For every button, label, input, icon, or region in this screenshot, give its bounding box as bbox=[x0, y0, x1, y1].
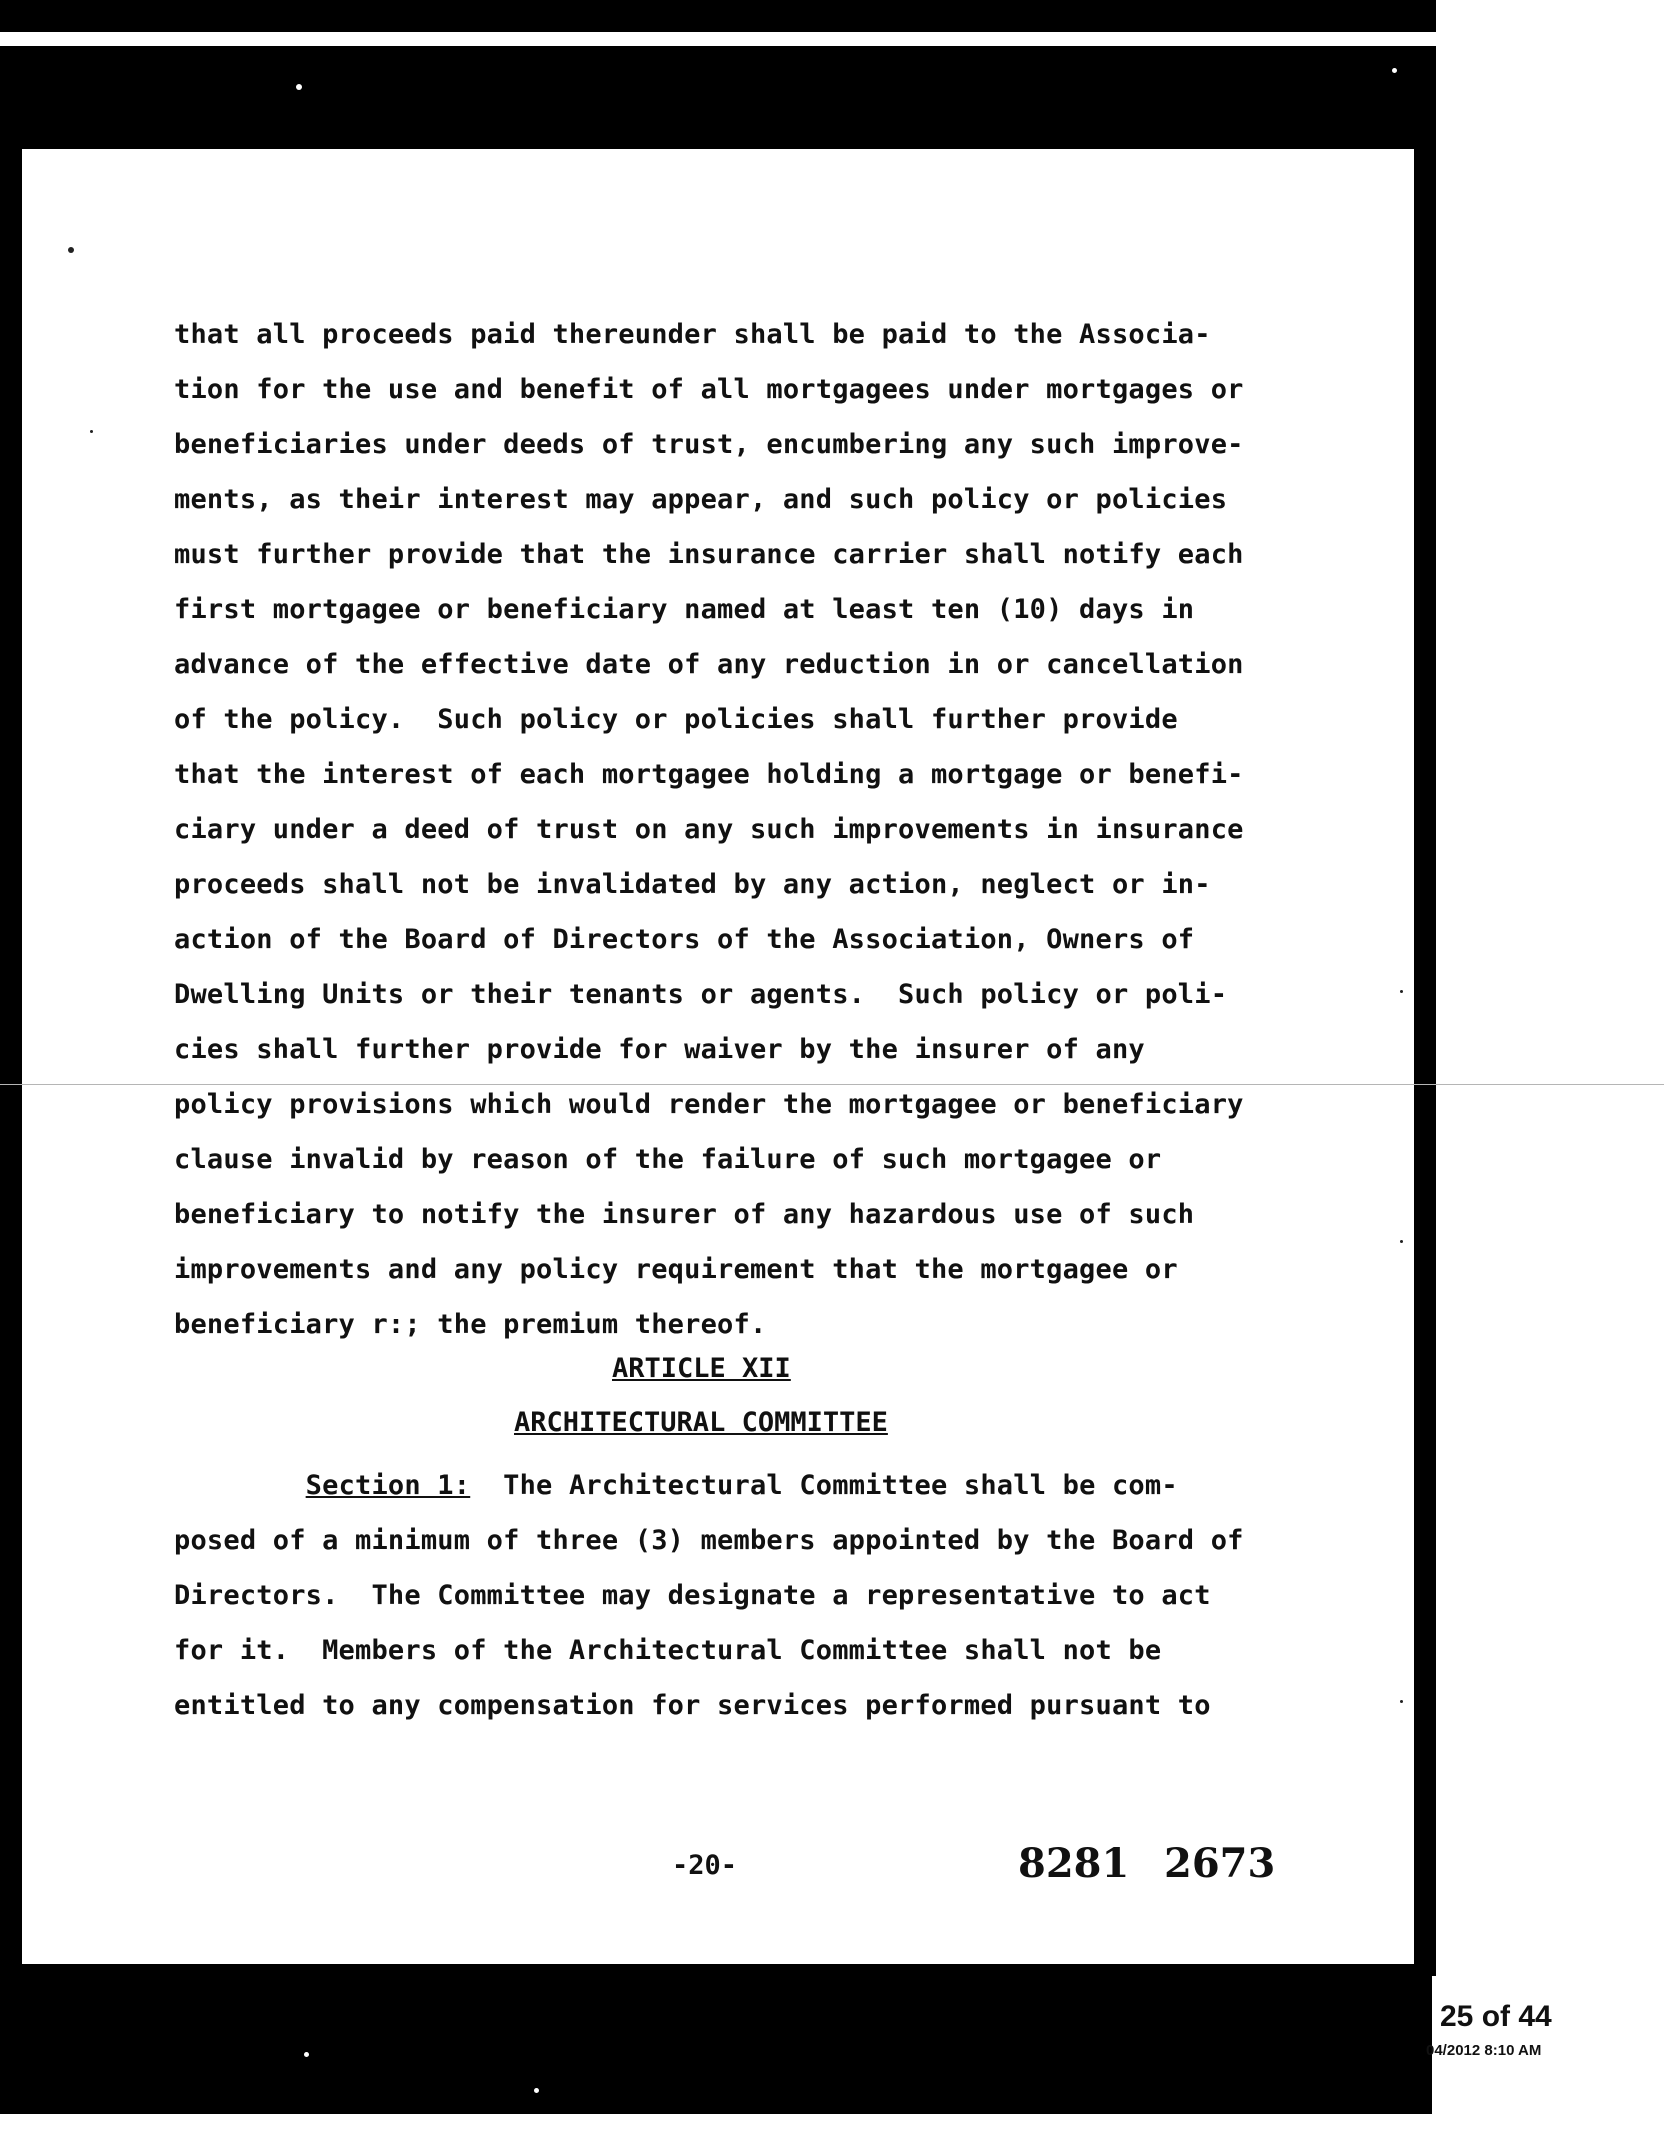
scan-border-bottom bbox=[0, 1964, 1432, 2114]
section-first-line-text: The Architectural Committee shall be com- bbox=[470, 1470, 1178, 1501]
body-line: tion for the use and benefit of all mortgagees under mortgages or bbox=[174, 374, 1244, 405]
article-title: ARTICLE XII bbox=[612, 1353, 791, 1384]
scan-speck bbox=[1400, 1700, 1403, 1703]
body-line: that all proceeds paid thereunder shall be paid to the Associa- bbox=[174, 319, 1211, 350]
scan-speck bbox=[304, 2052, 309, 2057]
body-line: ciary under a deed of trust on any such improvements in insurance bbox=[174, 814, 1244, 845]
section-line: posed of a minimum of three (3) members appointed by the Board of bbox=[174, 1525, 1244, 1556]
scan-speck bbox=[296, 84, 302, 90]
body-line: first mortgagee or beneficiary named at least ten (10) days in bbox=[174, 594, 1195, 625]
scan-border-right bbox=[1414, 46, 1436, 1976]
body-line: clause invalid by reason of the failure of such mortgagee or bbox=[174, 1144, 1162, 1175]
section-label: Section 1: bbox=[305, 1470, 471, 1501]
scan-speck bbox=[534, 2088, 539, 2093]
scan-speck bbox=[90, 430, 93, 433]
section-text bbox=[174, 1458, 1264, 1733]
body-line: proceeds shall not be invalidated by any action, neglect or in- bbox=[174, 869, 1211, 900]
body-line: Dwelling Units or their tenants or agents. Such policy or poli- bbox=[174, 979, 1228, 1010]
body-line: beneficiary to notify the insurer of any hazardous use of such bbox=[174, 1199, 1195, 1230]
scan-speck bbox=[68, 247, 74, 253]
scan-speck bbox=[1392, 68, 1397, 73]
body-line: that the interest of each mortgagee holding a mortgage or benefi- bbox=[174, 759, 1244, 790]
section-line: entitled to any compensation for services performed pursuant to bbox=[174, 1690, 1211, 1721]
body-line: must further provide that the insurance carrier shall notify each bbox=[174, 539, 1244, 570]
page-counter: 25 of 44 bbox=[1440, 2000, 1552, 2033]
body-line: beneficiaries under deeds of trust, encumbering any such improve- bbox=[174, 429, 1244, 460]
section-first-line bbox=[174, 1458, 1264, 1513]
body-line: policy provisions which would render the mortgagee or beneficiary bbox=[174, 1089, 1244, 1120]
section-line: for it. Members of the Architectural Committee shall not be bbox=[174, 1635, 1162, 1666]
body-line: cies shall further provide for waiver by the insurer of any bbox=[174, 1034, 1145, 1065]
scan-speck bbox=[1400, 990, 1403, 993]
body-text bbox=[174, 307, 1264, 1352]
body-line: action of the Board of Directors of the Association, Owners of bbox=[174, 924, 1195, 955]
body-line: improvements and any policy requirement that the mortgagee or bbox=[174, 1254, 1178, 1285]
scan-speck bbox=[1400, 1240, 1403, 1243]
page-reference-number: 2673 bbox=[1164, 1840, 1276, 1887]
body-line: of the policy. Such policy or policies shall further provide bbox=[174, 704, 1178, 735]
scan-border-top-thin bbox=[0, 0, 1436, 32]
print-timestamp: 04/2012 8:10 AM bbox=[1426, 2042, 1542, 2059]
body-line: ments, as their interest may appear, and such policy or policies bbox=[174, 484, 1228, 515]
book-number: 8281 bbox=[1018, 1840, 1130, 1887]
article-subtitle: ARCHITECTURAL COMMITTEE bbox=[514, 1407, 888, 1438]
body-line: advance of the effective date of any reduction in or cancellation bbox=[174, 649, 1244, 680]
scan-border-left bbox=[0, 46, 22, 1976]
scan-border-top bbox=[0, 46, 1436, 149]
section-line: Directors. The Committee may designate a representative to act bbox=[174, 1580, 1211, 1611]
body-line: beneficiary r:; the premium thereof. bbox=[174, 1309, 767, 1340]
page-number: -20- bbox=[672, 1850, 738, 1881]
